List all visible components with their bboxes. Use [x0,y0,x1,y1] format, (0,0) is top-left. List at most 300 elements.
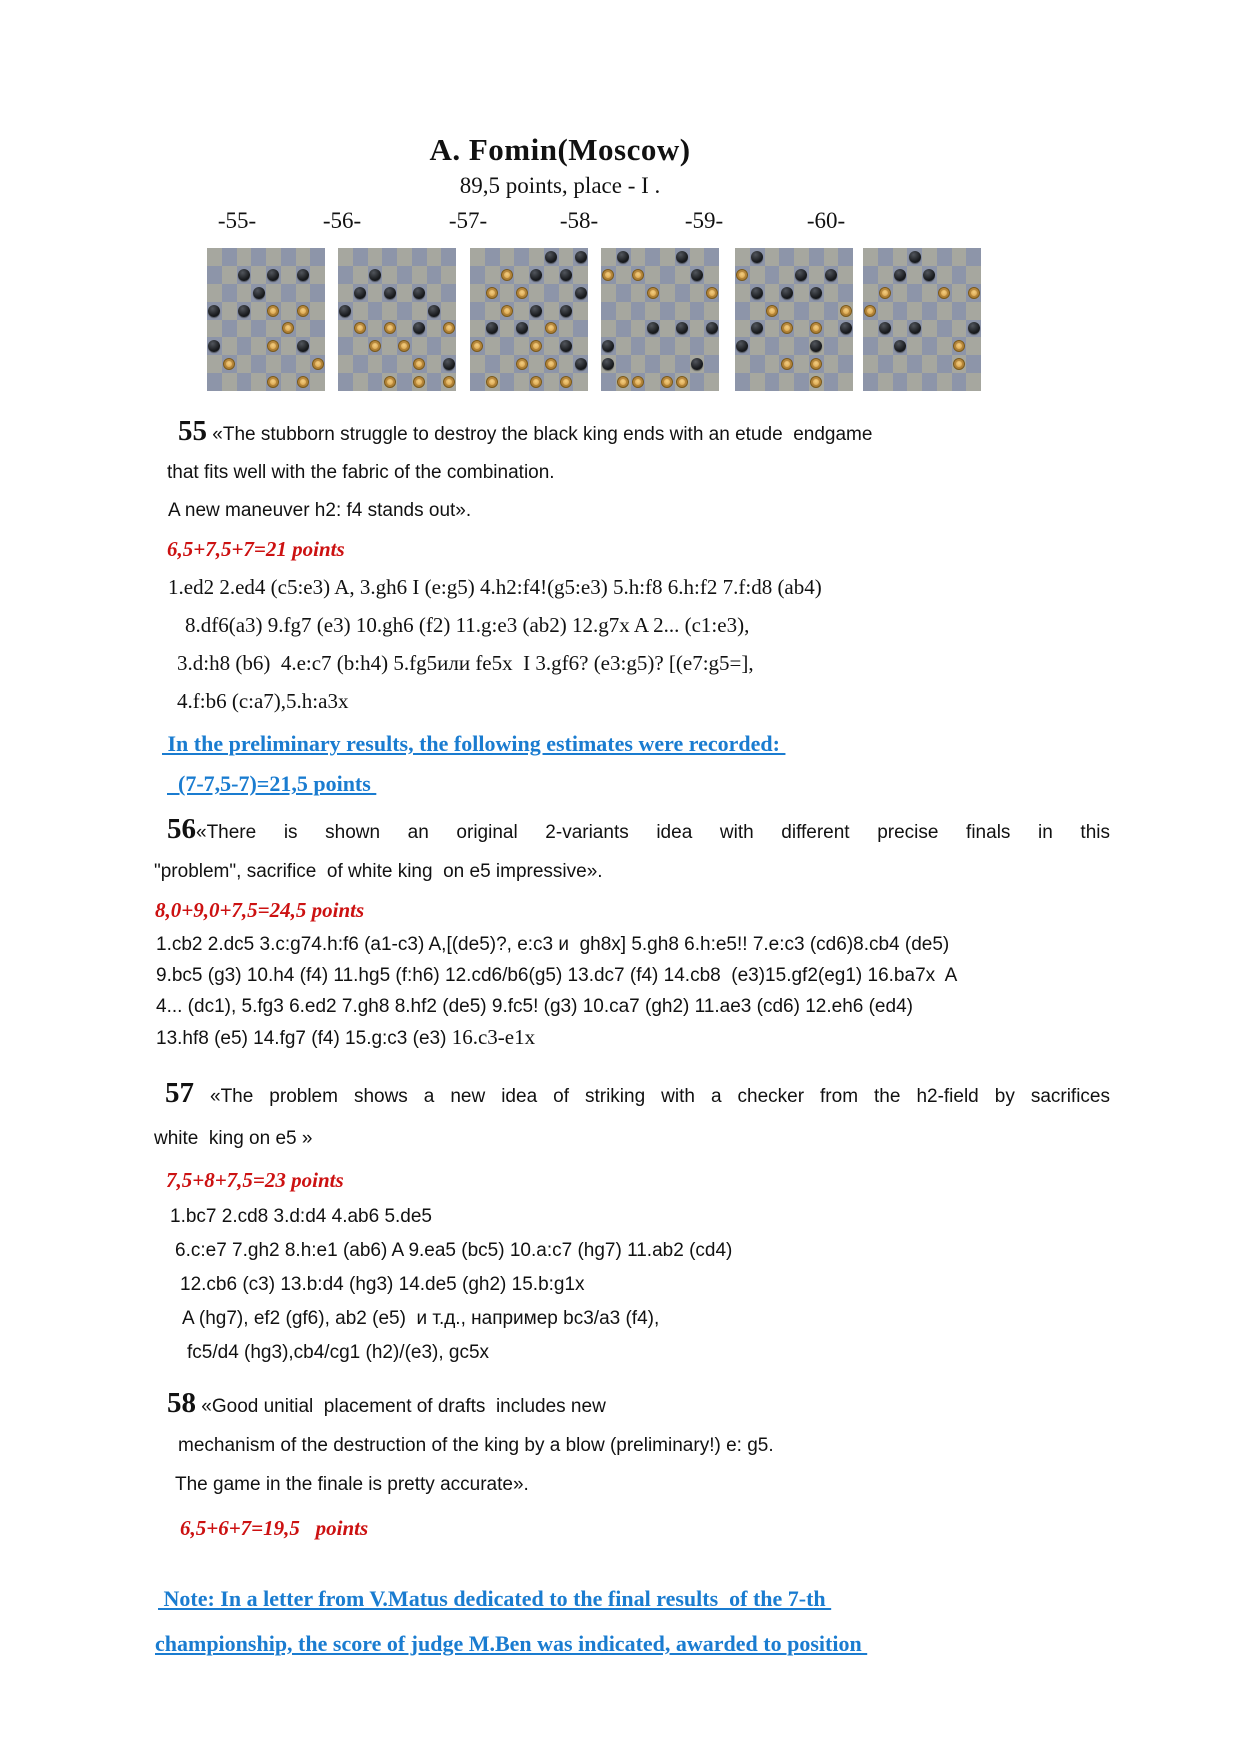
board-cell [251,266,266,284]
white-checker [632,269,644,281]
black-checker [267,269,279,281]
board-cell [310,320,325,338]
board-cell [514,320,529,338]
board-cell [838,266,853,284]
board-cell [207,320,222,338]
board-cell [690,355,705,373]
black-checker [413,322,425,334]
board-cell [907,266,922,284]
white-checker [968,287,980,299]
board-cell [251,355,266,373]
text-body [0,412,1240,1666]
board-cell [559,373,574,391]
board-cell [266,337,281,355]
board-cell [397,266,412,284]
black-checker [676,251,688,263]
board-cell [735,373,750,391]
board-cell [675,284,690,302]
board-cell [922,355,937,373]
board-cell [266,355,281,373]
board-cell [937,337,952,355]
prelim-note-line2: (7-7,5-7)=21,5 points [167,771,377,796]
board-cell [922,266,937,284]
score-55: 6,5+7,5+7=21 points [167,537,345,561]
board-cell [631,320,646,338]
board-cell [824,355,839,373]
board-cell [382,302,397,320]
board-cell [631,248,646,266]
board-cell [779,373,794,391]
board-cell [601,302,616,320]
board-cell [237,373,252,391]
board-cell [368,337,383,355]
board-cell [675,355,690,373]
board-cell [470,373,485,391]
board-cell [937,302,952,320]
board-cell [338,320,353,338]
board-cell [529,355,544,373]
board-cell [690,248,705,266]
board-cell [500,320,515,338]
board-cell [966,320,981,338]
board-cell [368,284,383,302]
board-cell [660,337,675,355]
board-cell [281,373,296,391]
board-cell [863,266,878,284]
white-checker [864,305,876,317]
checkers-board-57 [470,248,588,391]
board-cell [675,248,690,266]
board-cell [952,248,967,266]
white-checker [501,269,513,281]
board-cell [809,266,824,284]
board-cell [794,373,809,391]
board-cell [616,284,631,302]
board-label-59: -59- [684,208,724,233]
black-checker [617,251,629,263]
black-checker [575,358,587,370]
board-cell [382,337,397,355]
board-cell [750,248,765,266]
black-checker [384,287,396,299]
board-cell [809,302,824,320]
white-checker [706,287,718,299]
board-cell [765,284,780,302]
board-cell [222,337,237,355]
board-cell [675,373,690,391]
black-checker [647,322,659,334]
board-cell [485,355,500,373]
board-cell [485,302,500,320]
board-cell [559,302,574,320]
board-cell [660,248,675,266]
black-checker [691,358,703,370]
black-checker [575,287,587,299]
board-cell [631,266,646,284]
board-cell [573,337,588,355]
white-checker [267,305,279,317]
board-cell [470,337,485,355]
board-cell [529,337,544,355]
board-cell [397,320,412,338]
white-checker [810,322,822,334]
checkers-board-58 [601,248,719,391]
white-checker [413,376,425,388]
board-cell [237,355,252,373]
board-label-58: -58- [559,208,599,233]
white-checker [486,287,498,299]
black-checker [516,322,528,334]
board-cell [779,284,794,302]
comment-55-line2: that fits well with the fabric of the combination. [167,462,555,483]
board-cell [485,320,500,338]
board-cell [412,373,427,391]
board-cell [441,302,456,320]
board-cell [251,320,266,338]
board-cell [735,355,750,373]
section-56-heading [130,810,1110,852]
checkers-board-59 [735,248,853,391]
problem-number-56: 56 [167,813,196,845]
white-checker [471,340,483,352]
board-cell [529,284,544,302]
white-checker [879,287,891,299]
board-cell [559,320,574,338]
problem-number-57: 57 [165,1077,194,1109]
board-cell [794,284,809,302]
board-cell [660,302,675,320]
solution-56-line4-sans: 13.hf8 (e5) 14.fg7 (f4) 15.g:c3 (e3) [156,1028,452,1049]
board-cell [966,337,981,355]
white-checker [354,322,366,334]
comment-55-line3: A new maneuver h2: f4 stands out». [168,500,472,521]
board-cell [779,302,794,320]
board-cell [207,302,222,320]
board-cell [281,302,296,320]
board-cell [237,302,252,320]
white-checker [267,376,279,388]
board-cell [382,355,397,373]
black-checker [923,269,935,281]
board-cell [296,373,311,391]
board-cell [966,302,981,320]
board-cell [266,302,281,320]
board-cell [878,337,893,355]
board-cell [616,302,631,320]
board-cell [907,284,922,302]
board-cell [824,320,839,338]
board-cell [251,373,266,391]
black-checker [810,340,822,352]
board-cell [427,284,442,302]
board-cell [838,320,853,338]
board-cell [427,266,442,284]
problem-number-55: 55 [178,415,207,447]
board-cell [559,337,574,355]
board-cell [704,302,719,320]
board-cell [660,284,675,302]
board-cell [601,355,616,373]
board-cell [281,284,296,302]
solution-56-line1: 1.cb2 2.dc5 3.c:g74.h:f6 (a1-c3) A,[(de5)?, e:c3 и gh8x] 5.gh8 6.h:e5!! 7.e:c3 (cd6)8.cb4 (de5) [156,934,950,955]
board-cell [222,355,237,373]
white-checker [530,376,542,388]
board-cell [412,266,427,284]
board-cell [338,373,353,391]
board-cell [251,302,266,320]
black-checker [560,305,572,317]
board-cell [690,373,705,391]
board-cell [878,373,893,391]
board-cell [616,320,631,338]
board-label-60: -60- [806,208,846,233]
white-checker [781,358,793,370]
board-cell [893,302,908,320]
board-cell [573,248,588,266]
white-checker [632,376,644,388]
board-cell [470,266,485,284]
board-cell [675,302,690,320]
board-cell [922,320,937,338]
board-cell [779,337,794,355]
board-cell [573,373,588,391]
board-cell [601,373,616,391]
white-checker [617,376,629,388]
board-cell [368,266,383,284]
board-cell [470,320,485,338]
black-checker [736,340,748,352]
board-cell [382,266,397,284]
white-checker [953,340,965,352]
comment-58-line3: The game in the finale is pretty accurate». [175,1474,529,1495]
board-cell [237,337,252,355]
board-cell [675,320,690,338]
board-cell [470,248,485,266]
board-cell [500,337,515,355]
board-cell [863,373,878,391]
board-cell [397,337,412,355]
black-checker [909,322,921,334]
board-cell [838,337,853,355]
board-cell [601,248,616,266]
black-checker [238,269,250,281]
board-cell [412,355,427,373]
white-checker [369,340,381,352]
board-cell [397,284,412,302]
board-cell [310,373,325,391]
board-cell [266,284,281,302]
board-cell [907,373,922,391]
board-cell [824,284,839,302]
board-cell [353,373,368,391]
board-cell [338,284,353,302]
board-cell [559,266,574,284]
board-cell [222,248,237,266]
white-checker [560,376,572,388]
board-cell [207,373,222,391]
board-cell [382,284,397,302]
board-cell [207,355,222,373]
solution-55-line4: 4.f:b6 (c:a7),5.h:a3x [177,689,349,713]
black-checker [825,269,837,281]
board-cell [824,266,839,284]
board-label-56: -56- [322,208,362,233]
black-checker [781,287,793,299]
board-cell [207,337,222,355]
board-cell [601,320,616,338]
solution-57-line1: 1.bc7 2.cd8 3.d:d4 4.ab6 5.de5 [170,1206,432,1227]
board-cell [863,355,878,373]
board-cell [631,284,646,302]
board-cell [500,284,515,302]
board-cell [878,320,893,338]
black-checker [751,322,763,334]
black-checker [879,322,891,334]
board-cell [645,337,660,355]
board-cell [893,320,908,338]
board-cell [514,284,529,302]
board-cell [794,266,809,284]
board-cell [222,284,237,302]
board-cell [296,284,311,302]
board-cell [441,355,456,373]
board-cell [616,355,631,373]
board-cell [544,266,559,284]
white-checker [501,305,513,317]
comment-55-line1: «The stubborn struggle to destroy the black king ends with an etude endgame [207,424,873,445]
board-cell [966,373,981,391]
board-cell [237,320,252,338]
black-checker [208,305,220,317]
board-cell [937,266,952,284]
white-checker [530,340,542,352]
board-cell [266,248,281,266]
board-cell [441,266,456,284]
board-cell [441,284,456,302]
board-cell [544,355,559,373]
board-cell [427,320,442,338]
white-checker [953,358,965,370]
board-cell [368,302,383,320]
board-cell [966,355,981,373]
black-checker [530,305,542,317]
board-cell [952,302,967,320]
board-cell [353,266,368,284]
board-cell [427,302,442,320]
board-cell [907,355,922,373]
board-cell [794,302,809,320]
white-checker [810,376,822,388]
board-cell [809,320,824,338]
checkers-board-55 [207,248,325,391]
white-checker [443,322,455,334]
board-cell [353,355,368,373]
prelim-note-line1: In the preliminary results, the following estimates were recorded: [162,731,786,756]
white-checker [736,269,748,281]
board-cell [765,266,780,284]
board-cell [485,266,500,284]
board-cell [645,355,660,373]
board-cell [544,284,559,302]
board-cell [660,355,675,373]
board-cell [765,302,780,320]
board-cell [559,284,574,302]
board-cell [281,355,296,373]
white-checker [486,376,498,388]
board-cell [704,266,719,284]
board-cell [544,248,559,266]
board-cell [237,284,252,302]
board-cell [500,302,515,320]
board-cell [338,302,353,320]
board-cell [735,248,750,266]
board-cell [809,248,824,266]
board-cell [735,337,750,355]
comment-58-line1: «Good unitial placement of drafts includes new [196,1396,606,1417]
white-checker [516,358,528,370]
white-checker [545,358,557,370]
board-cell [310,284,325,302]
board-cell [863,248,878,266]
board-cell [485,373,500,391]
board-cell [937,320,952,338]
board-cell [735,266,750,284]
board-cell [765,373,780,391]
board-cell [878,284,893,302]
board-label-55: -55- [217,208,257,233]
board-cell [222,320,237,338]
board-cell [222,302,237,320]
board-cell [485,284,500,302]
board-cell [470,302,485,320]
board-cell [397,302,412,320]
board-cell [750,355,765,373]
black-checker [751,251,763,263]
board-cell [441,248,456,266]
white-checker [810,358,822,370]
board-cell [878,266,893,284]
board-cell [675,266,690,284]
board-cell [937,355,952,373]
board-cell [824,302,839,320]
board-cell [368,355,383,373]
black-checker [297,340,309,352]
white-checker [766,305,778,317]
board-cell [500,248,515,266]
board-cell [878,302,893,320]
black-checker [297,269,309,281]
black-checker [751,287,763,299]
board-cell [779,266,794,284]
board-cell [765,337,780,355]
board-cell [281,320,296,338]
board-cell [222,266,237,284]
board-cell [441,320,456,338]
board-cell [310,355,325,373]
white-checker [443,376,455,388]
board-cell [441,373,456,391]
solution-57-line5: fc5/d4 (hg3),cb4/cg1 (h2)/(e3), gc5x [187,1342,490,1363]
board-cell [353,248,368,266]
board-cell [809,373,824,391]
board-cell [514,355,529,373]
board-cell [382,320,397,338]
white-checker [297,376,309,388]
board-cell [222,373,237,391]
board-cell [765,248,780,266]
solution-55-line1: 1.ed2 2.ed4 (c5:e3) A, 3.gh6 I (e:g5) 4.h2:f4!(g5:e3) 5.h:f8 6.h:f2 7.f:d8 (ab4) [168,575,822,599]
board-cell [794,320,809,338]
